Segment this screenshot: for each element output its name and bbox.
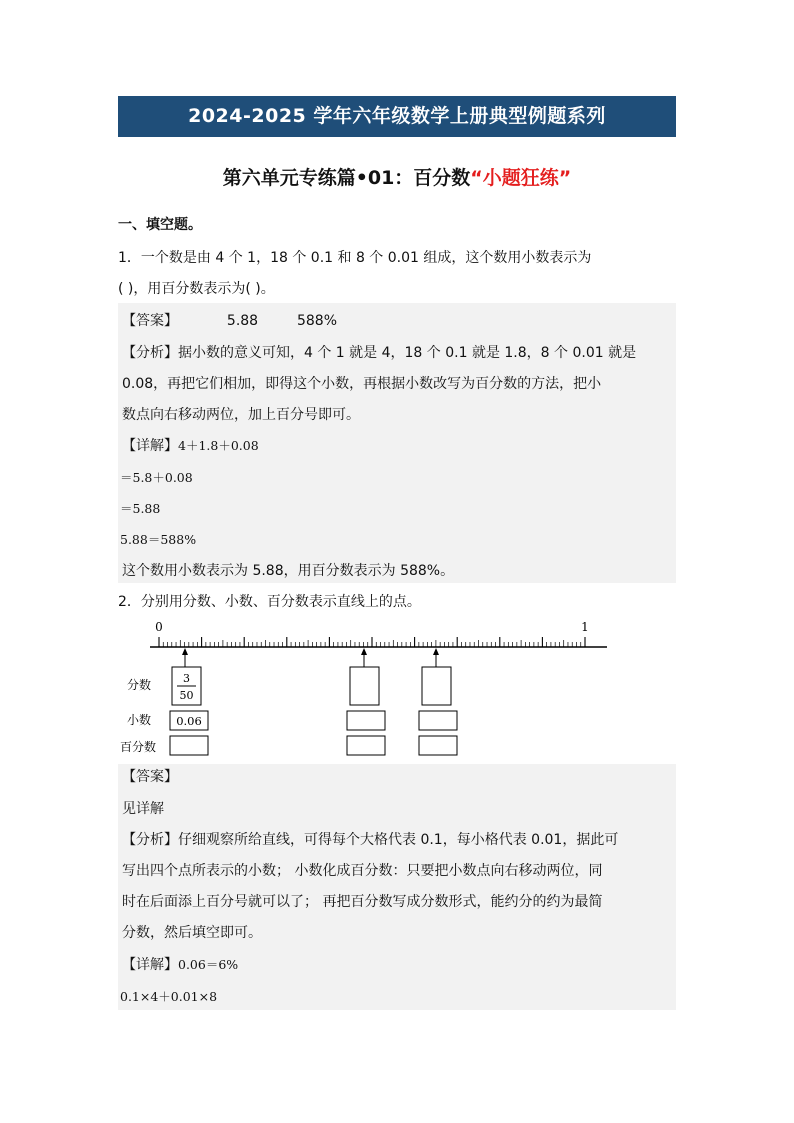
q1-detail-line3: ＝5.88 bbox=[120, 501, 161, 516]
q2-detail-line1 bbox=[122, 956, 238, 974]
section-title: 一、填空题。 bbox=[118, 217, 202, 233]
q1-analysis-line3: 数点向右移动两位，加上百分号即可。 bbox=[122, 407, 360, 423]
q1-detail-line2: ＝5.8＋0.08 bbox=[120, 470, 193, 485]
q1-detail-line4: 5.88＝588% bbox=[120, 532, 197, 547]
q2-analysis-line2: 写出四个点所表示的小数； 小数化成百分数：只要把小数点向右移动两位，同 bbox=[122, 863, 603, 879]
q2-analysis-line1: 【分析】仔细观察所给直线，可得每个大格代表 0.1，每小格代表 0.01，据此可 bbox=[122, 832, 619, 848]
fraction-denominator: 50 bbox=[179, 689, 194, 702]
q1-stem-line2: ( )，用百分数表示为( )。 bbox=[118, 281, 275, 297]
row-label-percent: 百分数 bbox=[120, 740, 157, 754]
percent-box-3 bbox=[419, 736, 457, 755]
q2-detail-line2: 0.1×4＋0.01×8 bbox=[120, 989, 218, 1004]
q1-answer-label: 【答案】 bbox=[122, 313, 178, 329]
series-banner: 2024-2025 学年六年级数学上册典型例题系列 bbox=[118, 96, 676, 137]
pointer-arrow-1 bbox=[182, 648, 188, 667]
fraction-box-2 bbox=[350, 667, 379, 705]
number-line-ticks bbox=[159, 637, 585, 647]
pointer-arrow-3 bbox=[433, 648, 439, 667]
q2-detail-label: 【详解】 bbox=[122, 957, 178, 973]
q1-conclusion: 这个数用小数表示为 5.88，用百分数表示为 588%。 bbox=[122, 563, 455, 579]
fraction-box-3 bbox=[422, 667, 451, 705]
q2-analysis-line3: 时在后面添上百分号就可以了； 再把百分数写成分数形式，能约分的约为最简 bbox=[122, 894, 603, 910]
unit-title-highlight: “小题狂练” bbox=[470, 167, 572, 189]
percent-box-2 bbox=[347, 736, 385, 755]
q2-stem: 2．分别用分数、小数、百分数表示直线上的点。 bbox=[118, 594, 421, 610]
q1-answer-percent: 588% bbox=[296, 313, 338, 329]
q2-analysis-line4: 分数，然后填空即可。 bbox=[122, 925, 262, 941]
q2-solution-box bbox=[118, 764, 676, 1010]
decimal-value-1: 0.06 bbox=[176, 714, 202, 728]
q2-answer-label: 【答案】 bbox=[122, 769, 178, 785]
q1-detail-expression: 4＋1.8＋0.08 bbox=[178, 438, 259, 453]
q1-answer-decimal: 5.88 bbox=[226, 313, 259, 329]
number-line-end-label: 1 bbox=[581, 620, 589, 634]
q1-stem-line1: 1．一个数是由 4 个 1，18 个 0.1 和 8 个 0.01 组成，这个数用小数表示为 bbox=[118, 250, 592, 266]
unit-title-main: 第六单元专练篇•01：百分数 bbox=[222, 167, 471, 189]
fraction-numerator: 3 bbox=[183, 672, 190, 685]
q1-analysis-line1: 【分析】据小数的意义可知，4 个 1 就是 4，18 个 0.1 就是 1.8，8 个 0.01 就是 bbox=[122, 345, 637, 361]
row-label-decimal: 小数 bbox=[127, 713, 152, 727]
percent-box-1 bbox=[170, 736, 208, 755]
row-label-fraction: 分数 bbox=[127, 678, 152, 692]
number-line-start-label: 0 bbox=[155, 620, 163, 634]
q2-detail-expression: 0.06＝6% bbox=[178, 957, 239, 972]
q1-analysis-line2: 0.08，再把它们相加，即得这个小数，再根据小数改写为百分数的方法，把小 bbox=[122, 376, 602, 392]
decimal-box-3 bbox=[419, 711, 457, 730]
q1-detail-label: 【详解】 bbox=[122, 438, 178, 454]
decimal-box-2 bbox=[347, 711, 385, 730]
pointer-arrow-2 bbox=[361, 648, 367, 667]
q2-answer-text: 见详解 bbox=[122, 801, 164, 817]
